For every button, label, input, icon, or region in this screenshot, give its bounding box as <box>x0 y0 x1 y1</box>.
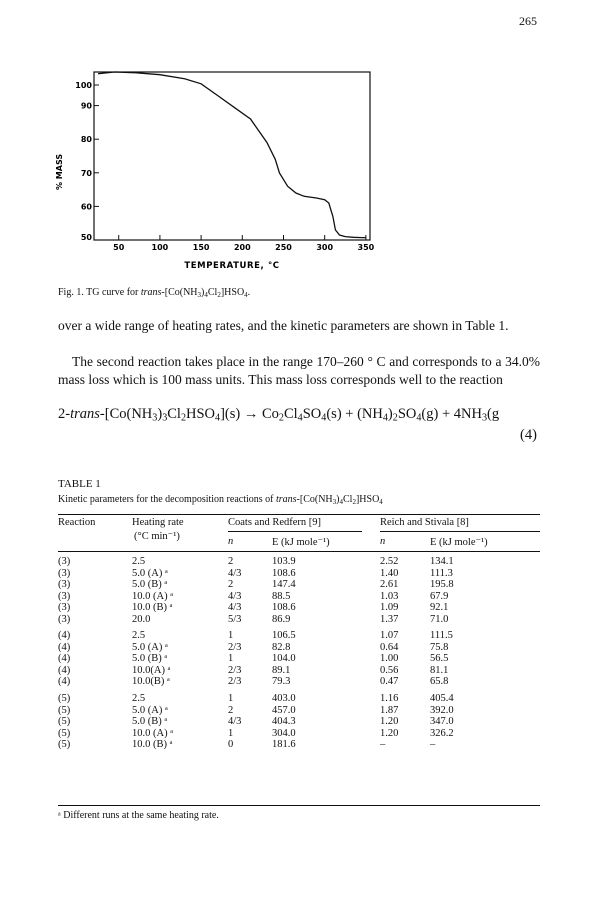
y-tick-label-50: 50 <box>80 233 92 242</box>
table-header-rule <box>58 551 540 552</box>
table-cell: 82.8 <box>272 641 291 653</box>
table-cell: 10.0(B) ᵃ <box>132 676 170 688</box>
table-cell: 195.8 <box>430 579 454 591</box>
table-footnote: ᵃ Different runs at the same heating rate. <box>58 810 219 821</box>
table-cell: 4/3 <box>228 716 242 728</box>
table-col-n-reich <box>380 630 398 688</box>
x-axis-label: TEMPERATURE, °C <box>184 261 280 270</box>
table-cell: 111.5 <box>430 630 453 641</box>
table-col-n-reich <box>380 693 398 751</box>
table-col-E-reich <box>430 693 454 751</box>
table-cell: 2 <box>228 579 234 591</box>
table-cell: 4/3 <box>228 567 242 579</box>
table-cell: 103.9 <box>272 556 296 567</box>
x-tick-label-200: 200 <box>233 243 251 252</box>
header-heating-rate: Heating rate <box>132 517 184 528</box>
table-cell: 81.1 <box>430 664 449 676</box>
table-cell: 5.0 (B) ᵃ <box>132 653 168 665</box>
table-cell: 20.0 <box>132 613 151 625</box>
table-cell: 404.3 <box>272 716 296 728</box>
table-cell: 1.07 <box>380 630 399 641</box>
x-tick-label-250: 250 <box>275 243 292 252</box>
table-cell: 104.0 <box>272 653 296 665</box>
table-cell: 2.61 <box>380 579 399 591</box>
table-cell: 10.0 (B) ᵃ <box>132 602 173 614</box>
table-cell: 1.09 <box>380 602 399 614</box>
table-cell: 1 <box>228 727 234 739</box>
header-reich-stivala: Reich and Stivala [8] <box>380 517 469 528</box>
table-cell: 1.37 <box>380 613 399 625</box>
header-heating-rate-unit: (°C min⁻¹) <box>134 531 180 542</box>
header-coats-redfern: Coats and Redfern [9] <box>228 517 322 528</box>
table-cell: 2/3 <box>228 641 242 653</box>
table-col-n-coats <box>228 556 241 626</box>
table-cell: 10.0 (A) ᵃ <box>132 590 174 602</box>
table-cell: 0.56 <box>380 664 399 676</box>
table-cell: 65.8 <box>430 676 449 688</box>
table-col-heating-rate <box>132 630 170 688</box>
table-cell: (4) <box>58 641 71 653</box>
table-cell: 2.5 <box>132 630 146 641</box>
table-cell: 67.9 <box>430 590 449 602</box>
table-cell: 392.0 <box>430 704 454 716</box>
header-E-coats: E (kJ mole⁻¹) <box>272 537 330 548</box>
y-tick-label-90: 90 <box>80 101 92 111</box>
table-cell: 92.1 <box>430 602 449 614</box>
table-cell: 403.0 <box>272 693 296 704</box>
paragraph-2: The second reaction takes place in the range 170–260 ° C and corresponds to a 34.0% mass loss which is 100 mass units. This mass loss corresponds well to the reaction <box>58 354 540 387</box>
table-cell: 1.40 <box>380 567 399 579</box>
table-cell: (3) <box>58 590 71 602</box>
table-cell: 111.3 <box>430 567 453 579</box>
table-cell: 5.0 (A) ᵃ <box>132 704 168 716</box>
table-cell: 10.0(A) ᵃ <box>132 664 171 676</box>
table-col-n-reich <box>380 556 398 626</box>
table-cell: 2.52 <box>380 556 399 567</box>
table-cell: 10.0 (A) ᵃ <box>132 727 174 739</box>
table-cell: 108.6 <box>272 602 296 614</box>
table-cell: 5/3 <box>228 613 242 625</box>
table-cell: 304.0 <box>272 727 296 739</box>
table-cell: (3) <box>58 579 71 591</box>
table-cell: 5.0 (B) ᵃ <box>132 579 168 591</box>
header-n-coats: n <box>228 536 234 547</box>
table-cell: 2.5 <box>132 556 146 567</box>
table-cell: 1.20 <box>380 716 399 728</box>
table-cell: 457.0 <box>272 704 296 716</box>
table-cell: 5.0 (A) ᵃ <box>132 567 168 579</box>
table-cell: (4) <box>58 676 71 688</box>
table-col-n-coats <box>228 693 241 751</box>
table-cell: 2 <box>228 704 234 716</box>
header-reaction: Reaction <box>58 517 96 528</box>
table-cell: – <box>430 739 436 751</box>
table-cell: 5.0 (A) ᵃ <box>132 641 168 653</box>
table-cell: 88.5 <box>272 590 291 602</box>
table-cell: 181.6 <box>272 739 296 751</box>
table-cell: 4/3 <box>228 602 242 614</box>
y-tick-label-100: 100 <box>75 81 92 90</box>
table-col-E-coats <box>272 630 296 688</box>
table-cell: 75.8 <box>430 641 449 653</box>
table-cell: 2/3 <box>228 664 242 676</box>
header-n-reich: n <box>380 536 386 547</box>
table-cell: (3) <box>58 613 71 625</box>
table-col-heating-rate <box>132 693 173 751</box>
table-cell: 1.16 <box>380 693 399 704</box>
table-cell: 0 <box>228 739 234 751</box>
table-cell: 2 <box>228 556 234 567</box>
equation-number: (4) <box>520 427 537 443</box>
table-cell: (5) <box>58 739 71 751</box>
y-tick-label-70: 70 <box>80 168 92 178</box>
table-cell: 134.1 <box>430 556 454 567</box>
table-cell: 10.0 (B) ᵃ <box>132 739 173 751</box>
table-cell: 1.87 <box>380 704 399 716</box>
x-tick-label-100: 100 <box>151 243 169 252</box>
table-cell: 108.6 <box>272 567 296 579</box>
table-cell: 56.5 <box>430 653 449 665</box>
x-tick-label-300: 300 <box>316 243 334 252</box>
table-cell: (5) <box>58 727 71 739</box>
figure-caption: Fig. 1. TG curve for trans-$[Co(NH_3)_4Cl_2]HSO_4$. <box>58 287 251 299</box>
y-tick-label-80: 80 <box>80 135 92 145</box>
table-cell: (4) <box>58 630 71 641</box>
table-col-E-coats <box>272 693 296 751</box>
coats-underline <box>228 531 362 532</box>
table-cell: 79.3 <box>272 676 291 688</box>
y-axis-ticks <box>75 81 99 242</box>
table-top-rule <box>58 514 540 515</box>
table-label: TABLE 1 <box>58 478 101 490</box>
table-cell: 1 <box>228 653 234 665</box>
table-cell: 1 <box>228 693 234 704</box>
table-col-E-reich <box>430 630 453 688</box>
x-axis-ticks <box>113 235 375 252</box>
table-cell: 5.0 (B) ᵃ <box>132 716 168 728</box>
table-col-E-reich <box>430 556 454 626</box>
table-cell: 0.64 <box>380 641 399 653</box>
table-cell: (5) <box>58 716 71 728</box>
table-cell: 1.00 <box>380 653 399 665</box>
table-cell: 326.2 <box>430 727 454 739</box>
table-cell: 1 <box>228 630 234 641</box>
table-cell: (3) <box>58 567 71 579</box>
table-cell: 405.4 <box>430 693 454 704</box>
table-cell: 1.03 <box>380 590 399 602</box>
table-cell: 86.9 <box>272 613 291 625</box>
page-number: 265 <box>519 14 537 28</box>
table-col-reaction <box>58 693 70 751</box>
table-cell: – <box>380 739 386 751</box>
table-cell: 71.0 <box>430 613 449 625</box>
table-col-n-coats <box>228 630 241 688</box>
table-cell: 0.47 <box>380 676 399 688</box>
table-cell: (5) <box>58 704 71 716</box>
table-col-reaction <box>58 630 70 688</box>
table-col-reaction <box>58 556 70 626</box>
table-cell: 2.5 <box>132 693 146 704</box>
tg-curve-chart <box>42 70 382 270</box>
table-cell: 4/3 <box>228 590 242 602</box>
table-caption: Kinetic parameters for the decomposition reactions of trans-$[Co(NH_3)_4Cl_2]HSO_4$ <box>58 494 383 506</box>
plot-frame <box>94 72 370 240</box>
table-cell: 347.0 <box>430 716 454 728</box>
table-cell: 147.4 <box>272 579 296 591</box>
reich-underline <box>380 531 540 532</box>
table-cell: 1.20 <box>380 727 399 739</box>
table-cell: (3) <box>58 556 71 567</box>
x-tick-label-150: 150 <box>192 243 210 252</box>
table-cell: (4) <box>58 653 71 665</box>
tg-curve-line <box>98 72 366 238</box>
table-col-E-coats <box>272 556 296 626</box>
table-cell: (3) <box>58 602 71 614</box>
paragraph-1: over a wide range of heating rates, and the kinetic parameters are shown in Table 1. <box>58 318 509 333</box>
reaction-equation: $2-trans-[Co(NH_3)_3Cl_2HSO_4](s) \to Co_2Cl_4SO_4(s) + (NH_4)_2SO_4(g) + 4NH_3(g$ <box>58 406 500 424</box>
x-tick-label-50: 50 <box>113 243 125 252</box>
table-bottom-rule <box>58 805 540 806</box>
table-col-heating-rate <box>132 556 173 626</box>
y-tick-label-60: 60 <box>80 202 92 212</box>
table-cell: (5) <box>58 693 71 704</box>
table-cell: 89.1 <box>272 664 291 676</box>
table-cell: (4) <box>58 664 71 676</box>
header-E-reich: E (kJ mole⁻¹) <box>430 537 488 548</box>
y-axis-label: % MASS <box>55 153 64 190</box>
table-cell: 106.5 <box>272 630 296 641</box>
x-tick-label-350: 350 <box>357 243 375 252</box>
table-cell: 2/3 <box>228 676 242 688</box>
